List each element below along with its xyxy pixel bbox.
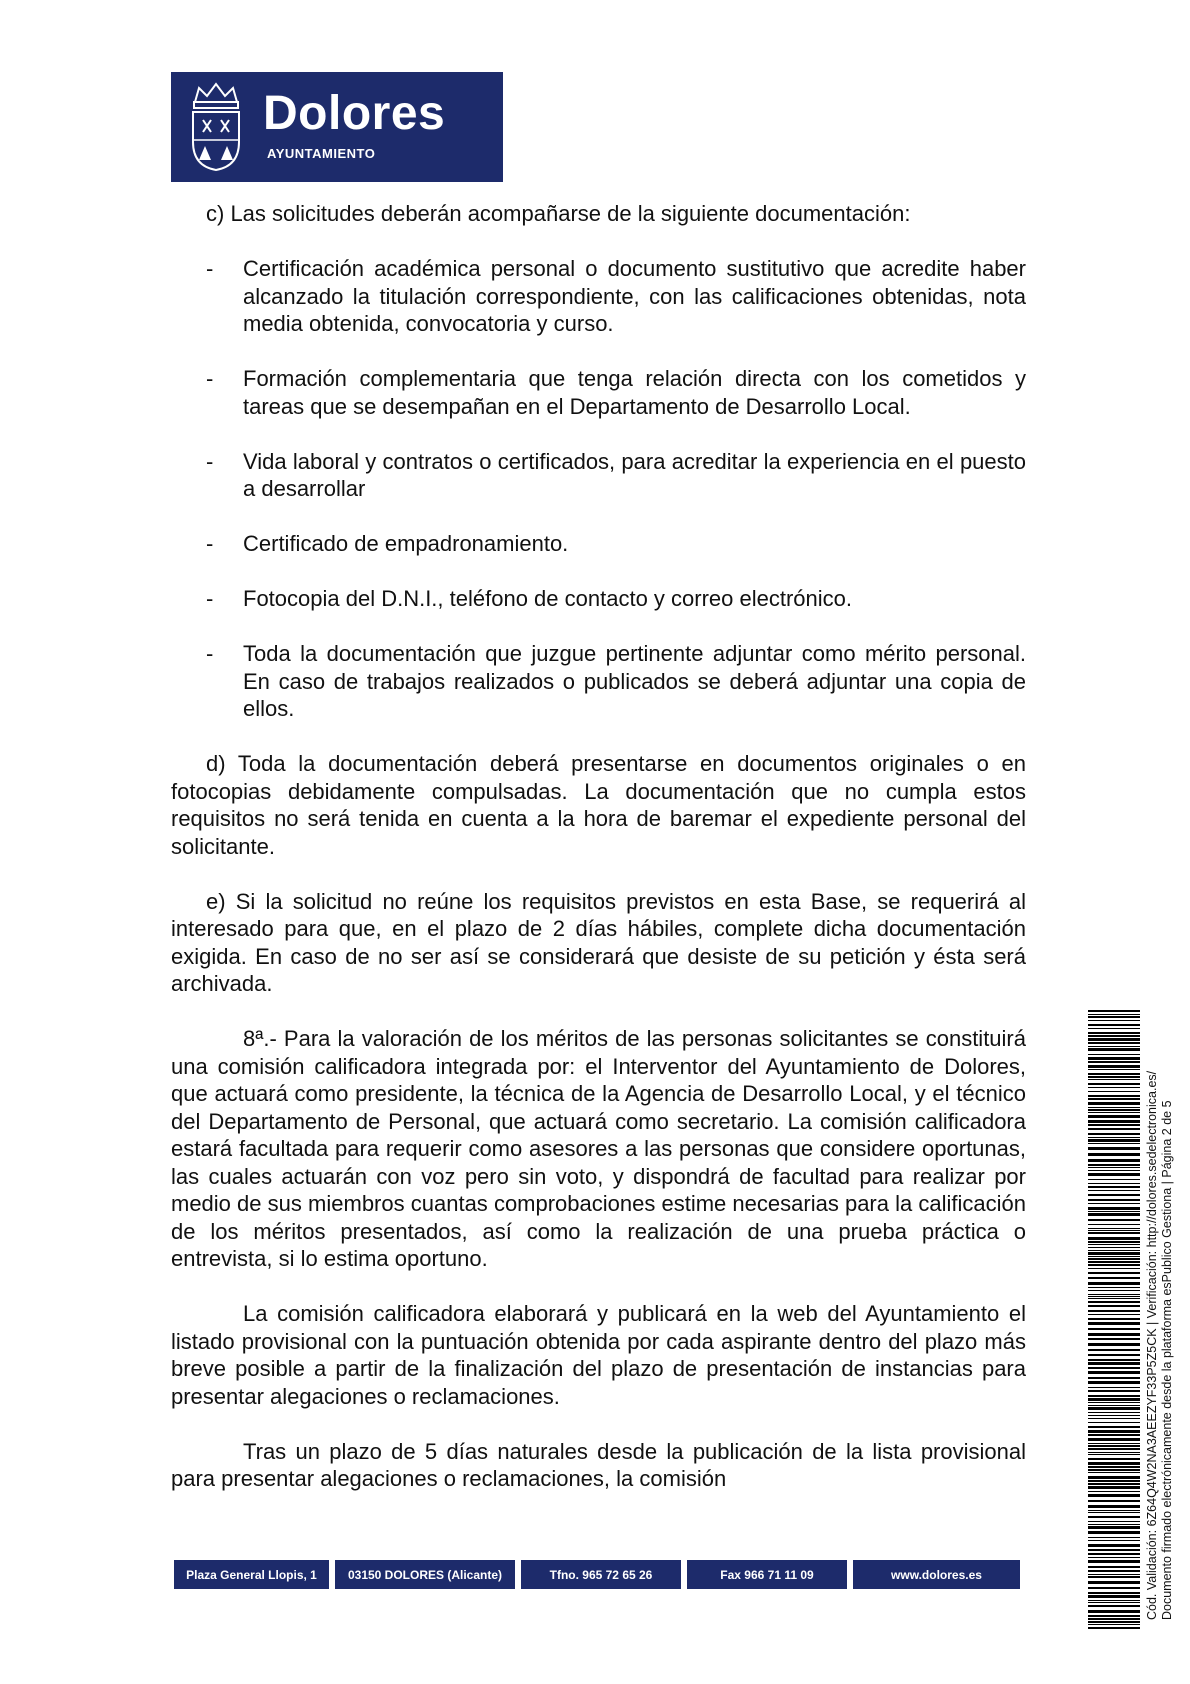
paragraph-e: e) Si la solicitud no reúne los requisitos previstos en esta Base, se requerirá al interesado para que, en el plazo de 2 días hábiles, complete dicha documentación exigida. En caso de no ser así se considerará que desiste de su petición y ésta será archivada. — [171, 888, 1026, 996]
list-dash: - — [206, 586, 214, 611]
paragraph-d: d) Toda la documentación deberá presentarse en documentos originales o en fotocopias debidamente compulsadas. La documentación que no cumpla estos requisitos no será tenida en cuenta a la hora de baremar el expediente personal del solicitante. — [171, 751, 1026, 859]
ayuntamiento-logo — [171, 72, 503, 182]
list-item — [171, 365, 1026, 420]
paragraph-base-8: 8ª.- Para la valoración de los méritos de las personas solicitantes se constituirá una comisión calificadora integrada por: el Interventor del Ayuntamiento de Dolores, que actuará como presidente, la técnica de la Agencia de Desarrollo Local, y el técnico del Departamento de Personal, que actuará como secretario. La comisión calificadora estará facultada para requerir como asesores a las personas que considere oportunas, las cuales actuarán con voz pero sin voto, y dispondrá de facultad para realizar por medio de sus miembros cuantas comprobaciones estime necesarias para la calificación de los méritos presentados, así como la realización de una prueba práctica o entrevista, si lo estima oportuno. — [171, 1026, 1026, 1271]
validation-line-2: Documento firmado electrónicamente desde la plataforma esPublico Gestiona | Página 2 de 5 — [1160, 1100, 1174, 1620]
paragraph-comision: La comisión calificadora elaborará y publicará en la web del Ayuntamiento el listado provisional con la puntuación obtenida por cada aspirante dentro del plazo más breve posible a partir de la finalización del plazo de presentación de instancias para presentar alegaciones o reclamaciones. — [171, 1301, 1026, 1409]
paragraph-c: c) Las solicitudes deberán acompañarse de la siguiente documentación: — [206, 201, 911, 226]
list-item-text: Formación complementaria que tenga relación directa con los cometidos y tareas que se desempañan en el Departamento de Desarrollo Local. — [243, 366, 1026, 419]
list-dash: - — [206, 531, 214, 556]
list-item — [171, 530, 1026, 558]
list-item — [171, 585, 1026, 613]
list-item-text: Vida laboral y contratos o certificados, para acreditar la experiencia en el puesto a desarrollar — [243, 448, 1026, 501]
list-item-text: Fotocopia del D.N.I., teléfono de contacto y correo electrónico. — [243, 586, 852, 611]
logo-name: Dolores — [263, 87, 446, 140]
validation-barcode — [1088, 1010, 1140, 1630]
list-dash: - — [206, 256, 214, 281]
list-dash: - — [206, 641, 214, 666]
validation-line-1: Cód. Validación: 6Z64Q4W2NA3AEEZYF33P5Z5CK | Verificación: http://dolores.sedelectronica.es/ — [1145, 1070, 1159, 1620]
footer-address: Plaza General Llopis, 1 — [174, 1560, 329, 1589]
footer-contact-bar — [174, 1560, 1026, 1589]
validation-text — [1145, 1071, 1175, 1620]
logo-subtitle: AYUNTAMIENTO — [267, 146, 376, 161]
list-item-text: Certificación académica personal o documento sustitutivo que acredite haber alcanzado la titulación correspondiente, con las calificaciones obtenidas, nota media obtenida, convocatoria y curso. — [243, 256, 1026, 336]
coat-of-arms-icon — [185, 80, 247, 174]
paragraph-tras: Tras un plazo de 5 días naturales desde la publicación de la lista provisional para presentar alegaciones o reclamaciones, la comisión — [171, 1438, 1026, 1491]
footer-web: www.dolores.es — [853, 1560, 1020, 1589]
list-item-text: Certificado de empadronamiento. — [243, 531, 569, 556]
list-dash: - — [206, 448, 214, 474]
footer-city: 03150 DOLORES (Alicante) — [335, 1560, 515, 1589]
footer-phone: Tfno. 965 72 65 26 — [521, 1560, 681, 1589]
list-item-text: Toda la documentación que juzgue pertinente adjuntar como mérito personal. En caso de trabajos realizados o publicados se deberá adjuntar una copia de ellos. — [243, 641, 1026, 721]
list-dash: - — [206, 366, 214, 391]
list-item — [171, 448, 1026, 503]
list-item — [171, 255, 1026, 338]
list-item — [171, 640, 1026, 723]
footer-fax: Fax 966 71 11 09 — [687, 1560, 847, 1589]
document-body — [171, 200, 1026, 1520]
